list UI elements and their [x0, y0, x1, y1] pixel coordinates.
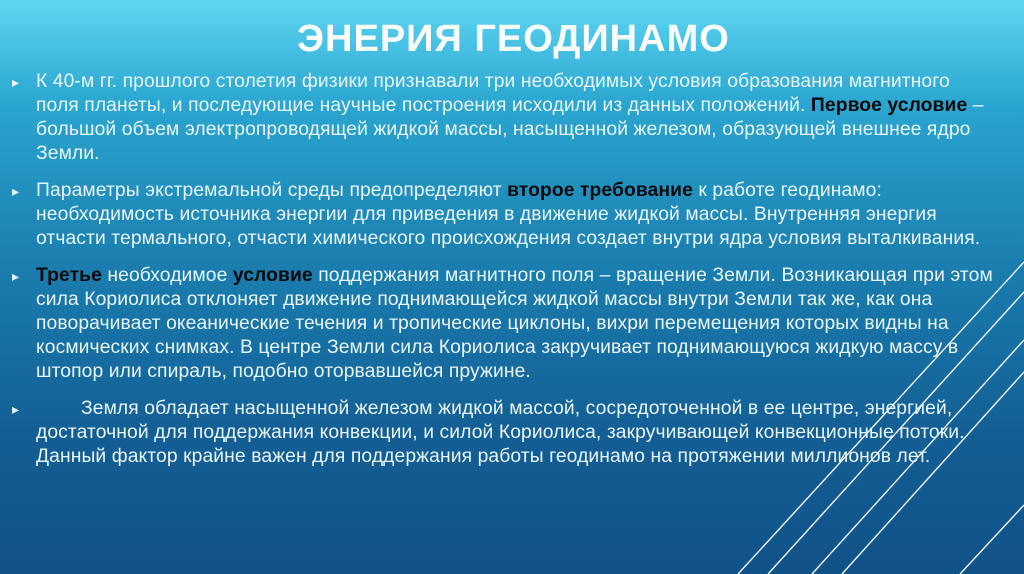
bullet-list — [8, 70, 993, 482]
bullet-item-2 — [8, 179, 993, 251]
bullet-item-1 — [8, 70, 993, 166]
highlight-third: Третье — [36, 265, 102, 286]
bullet-arrow-icon: ▸ — [12, 401, 20, 417]
bullet-arrow-icon: ▸ — [12, 268, 20, 284]
highlight-second-requirement: второе требование — [507, 180, 693, 201]
bullet-arrow-icon: ▸ — [12, 183, 20, 199]
bullet-item-4 — [8, 397, 993, 469]
bullet-text: необходимое — [101, 265, 233, 286]
bullet-text: – большой объем электропроводящей жидкой массы, насыщенной железом, образующей внешнее ядро Земли. — [36, 95, 984, 164]
highlight-first-condition: Первое условие — [810, 95, 968, 116]
deco-line-5 — [960, 505, 1024, 574]
bullet-arrow-icon: ▸ — [12, 74, 20, 90]
bullet-text: Земля обладает насыщенной железом жидкой массой, сосредоточенной в ее центре, энергией, достаточной для поддержания конвекции, и силой Кориолиса, закручивающей конвекционные потоки. Данный фактор крайне важен для поддержания работы геодинамо на протяжении миллионов лет. — [36, 398, 965, 467]
bullet-text: к работе геодинамо: необходимость источника энергии для приведения в движение жидкой массы. Внутренняя энергия отчасти термального, отчасти химического происхождения создает внутри ядра условия выталкивания. — [36, 180, 981, 249]
bullet-item-3 — [8, 264, 993, 384]
highlight-condition: условие — [232, 265, 313, 286]
bullet-text: поддержания магнитного поля – вращение Земли. Возникающая при этом сила Кориолиса отклоняет движение поднимающейся жидкой массы внутри Земли так же, как она поворачивает океанические течения и тропические циклоны, вихри перемещения которых видны на космических снимках. В центре Земли сила Кориолиса закручивает поднимающуюся жидкую массу в штопор или спираль, подобно оторвавшейся пружине. — [36, 265, 993, 382]
slide-title: ЭНЕРИЯ ГЕОДИНАМО — [297, 18, 730, 60]
bullet-text: Параметры экстремальной среды предопределяют — [36, 180, 508, 201]
bullet-text: К 40-м гг. прошлого столетия физики признавали три необходимых условия образования магнитного поля планеты, и последующие научные построения исходили из данных положений. — [36, 71, 950, 116]
